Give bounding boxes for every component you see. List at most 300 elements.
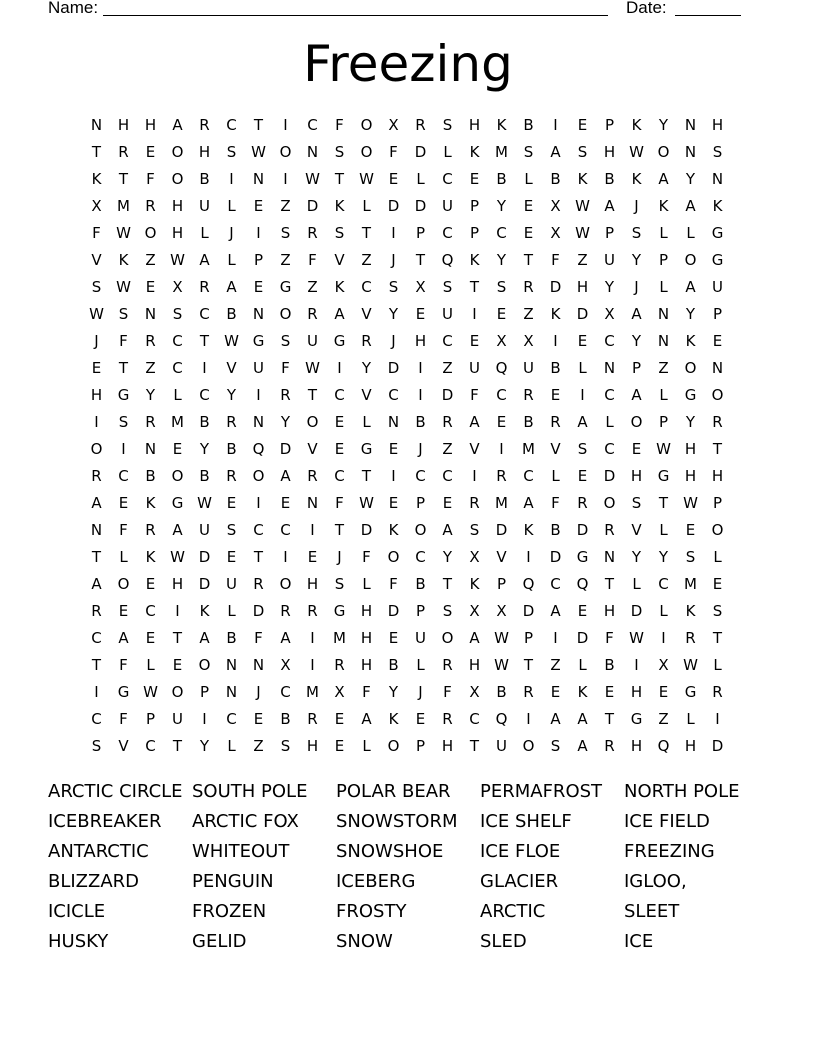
grid-letter: S bbox=[280, 223, 291, 242]
grid-letter: G bbox=[711, 223, 724, 242]
grid-letter: T bbox=[307, 385, 318, 404]
grid-letter: F bbox=[389, 574, 398, 593]
grid-letter: S bbox=[334, 223, 345, 242]
grid-letter: Z bbox=[577, 250, 588, 269]
grid-letter: E bbox=[658, 682, 669, 701]
grid-letter: C bbox=[172, 358, 183, 377]
grid-letter: E bbox=[631, 439, 642, 458]
grid-letter: L bbox=[227, 196, 236, 215]
grid-letter: S bbox=[712, 601, 723, 620]
grid-letter: L bbox=[227, 736, 236, 755]
grid-letter: K bbox=[145, 493, 156, 512]
grid-letter: S bbox=[523, 142, 534, 161]
grid-letter: S bbox=[280, 736, 291, 755]
grid-letter: C bbox=[550, 574, 561, 593]
grid-letter: E bbox=[334, 439, 345, 458]
grid-letter: A bbox=[280, 466, 291, 485]
grid-letter: I bbox=[580, 385, 585, 404]
grid-letter: T bbox=[523, 655, 534, 674]
word-list-item: PERMAFROST bbox=[480, 781, 603, 802]
grid-letter: O bbox=[387, 736, 400, 755]
grid-letter: T bbox=[172, 628, 183, 647]
grid-letter: I bbox=[553, 628, 558, 647]
grid-letter: H bbox=[684, 466, 697, 485]
grid-letter: K bbox=[496, 115, 507, 134]
grid-letter: T bbox=[469, 736, 480, 755]
grid-letter: G bbox=[333, 331, 346, 350]
grid-letter: C bbox=[91, 628, 102, 647]
grid-letter: U bbox=[199, 196, 210, 215]
grid-letter: V bbox=[307, 439, 318, 458]
grid-letter: U bbox=[523, 358, 534, 377]
grid-letter: W bbox=[251, 142, 266, 161]
grid-letter: L bbox=[416, 655, 425, 674]
grid-letter: J bbox=[391, 250, 396, 269]
grid-letter: S bbox=[226, 520, 237, 539]
grid-letter: C bbox=[604, 439, 615, 458]
grid-letter: B bbox=[496, 682, 507, 701]
grid-letter: E bbox=[280, 493, 291, 512]
grid-letter: C bbox=[226, 709, 237, 728]
word-list-item: SNOW bbox=[336, 931, 393, 952]
grid-letter: P bbox=[631, 358, 642, 377]
grid-letter: Z bbox=[658, 709, 669, 728]
grid-letter: M bbox=[333, 628, 346, 647]
grid-letter: B bbox=[550, 169, 561, 188]
grid-letter: G bbox=[360, 439, 373, 458]
grid-letter: I bbox=[472, 466, 477, 485]
grid-letter: A bbox=[199, 628, 210, 647]
grid-letter: I bbox=[526, 547, 531, 566]
grid-letter: A bbox=[658, 169, 669, 188]
grid-letter: K bbox=[631, 115, 642, 134]
grid-letter: A bbox=[550, 709, 561, 728]
grid-letter: P bbox=[415, 223, 426, 242]
grid-letter: A bbox=[550, 142, 561, 161]
grid-letter: E bbox=[226, 547, 237, 566]
grid-letter: I bbox=[472, 304, 477, 323]
grid-letter: H bbox=[630, 682, 643, 701]
grid-letter: N bbox=[657, 304, 670, 323]
grid-letter: C bbox=[469, 709, 480, 728]
grid-letter: X bbox=[415, 277, 426, 296]
grid-letter: I bbox=[310, 655, 315, 674]
word-list-item: ICE bbox=[624, 931, 654, 952]
grid-letter: K bbox=[658, 196, 669, 215]
grid-letter: P bbox=[469, 196, 480, 215]
grid-letter: O bbox=[360, 142, 373, 161]
grid-letter: T bbox=[253, 547, 264, 566]
grid-row bbox=[83, 219, 733, 246]
grid-letter: E bbox=[550, 682, 561, 701]
word-list-item: FROZEN bbox=[192, 901, 267, 922]
grid-letter: S bbox=[631, 493, 642, 512]
word-list-item: WHITEOUT bbox=[192, 841, 290, 862]
grid-letter: D bbox=[198, 547, 211, 566]
grid-letter: F bbox=[119, 709, 128, 728]
grid-letter: R bbox=[280, 385, 291, 404]
grid-letter: E bbox=[118, 601, 129, 620]
grid-letter: L bbox=[659, 520, 668, 539]
grid-row bbox=[83, 651, 733, 678]
grid-letter: R bbox=[226, 412, 237, 431]
grid-letter: G bbox=[252, 331, 265, 350]
grid-letter: I bbox=[202, 358, 207, 377]
grid-letter: E bbox=[388, 439, 399, 458]
grid-letter: W bbox=[683, 493, 698, 512]
grid-letter: X bbox=[388, 115, 399, 134]
grid-letter: L bbox=[362, 196, 371, 215]
grid-letter: H bbox=[630, 466, 643, 485]
grid-letter: I bbox=[661, 628, 666, 647]
grid-letter: C bbox=[91, 709, 102, 728]
grid-letter: J bbox=[337, 547, 342, 566]
grid-letter: N bbox=[603, 547, 616, 566]
grid-letter: I bbox=[256, 493, 261, 512]
grid-letter: R bbox=[523, 682, 534, 701]
grid-letter: R bbox=[226, 466, 237, 485]
grid-letter: R bbox=[523, 277, 534, 296]
grid-letter: K bbox=[91, 169, 102, 188]
grid-letter: D bbox=[576, 520, 589, 539]
grid-letter: O bbox=[198, 655, 211, 674]
grid-letter: E bbox=[496, 304, 507, 323]
grid-letter: Y bbox=[442, 547, 453, 566]
grid-letter: X bbox=[469, 601, 480, 620]
grid-letter: H bbox=[711, 466, 724, 485]
grid-row bbox=[83, 705, 733, 732]
grid-letter: E bbox=[523, 196, 534, 215]
grid-letter: N bbox=[711, 169, 724, 188]
grid-letter: E bbox=[577, 466, 588, 485]
grid-letter: G bbox=[684, 385, 697, 404]
grid-letter: K bbox=[145, 547, 156, 566]
grid-letter: D bbox=[387, 358, 400, 377]
grid-letter: C bbox=[442, 223, 453, 242]
grid-letter: T bbox=[199, 331, 210, 350]
grid-letter: R bbox=[442, 709, 453, 728]
grid-letter: O bbox=[603, 493, 616, 512]
grid-letter: J bbox=[418, 682, 423, 701]
grid-letter: T bbox=[604, 709, 615, 728]
grid-letter: K bbox=[523, 520, 534, 539]
grid-letter: G bbox=[333, 601, 346, 620]
grid-letter: H bbox=[468, 115, 481, 134]
grid-letter: T bbox=[91, 547, 102, 566]
grid-letter: P bbox=[469, 223, 480, 242]
grid-letter: S bbox=[442, 277, 453, 296]
grid-letter: Q bbox=[657, 736, 670, 755]
grid-letter: F bbox=[551, 493, 560, 512]
grid-row bbox=[83, 408, 733, 435]
grid-letter: T bbox=[361, 466, 372, 485]
grid-letter: Z bbox=[280, 250, 291, 269]
grid-letter: J bbox=[94, 331, 99, 350]
word-list-item: GELID bbox=[192, 931, 247, 952]
grid-letter: O bbox=[117, 574, 130, 593]
grid-letter: P bbox=[415, 493, 426, 512]
grid-letter: V bbox=[226, 358, 237, 377]
grid-letter: O bbox=[252, 466, 265, 485]
grid-letter: P bbox=[415, 736, 426, 755]
grid-letter: R bbox=[550, 412, 561, 431]
grid-letter: I bbox=[283, 547, 288, 566]
word-list-item: BLIZZARD bbox=[48, 871, 140, 892]
grid-letter: S bbox=[118, 412, 129, 431]
grid-letter: L bbox=[119, 547, 128, 566]
grid-row bbox=[83, 273, 733, 300]
grid-letter: S bbox=[550, 736, 561, 755]
grid-letter: E bbox=[604, 682, 615, 701]
grid-letter: P bbox=[712, 304, 723, 323]
grid-letter: Z bbox=[550, 655, 561, 674]
grid-letter: B bbox=[496, 169, 507, 188]
grid-letter: A bbox=[469, 628, 480, 647]
grid-letter: W bbox=[170, 250, 185, 269]
grid-letter: F bbox=[605, 628, 614, 647]
grid-letter: E bbox=[388, 628, 399, 647]
grid-letter: V bbox=[361, 304, 372, 323]
grid-letter: A bbox=[577, 412, 588, 431]
grid-letter: L bbox=[659, 277, 668, 296]
grid-letter: D bbox=[576, 628, 589, 647]
grid-letter: X bbox=[496, 331, 507, 350]
grid-letter: S bbox=[685, 547, 696, 566]
grid-letter: B bbox=[145, 466, 156, 485]
grid-letter: L bbox=[200, 223, 209, 242]
grid-letter: C bbox=[415, 547, 426, 566]
grid-letter: A bbox=[172, 115, 183, 134]
grid-letter: M bbox=[522, 439, 535, 458]
grid-letter: C bbox=[199, 304, 210, 323]
grid-letter: F bbox=[362, 547, 371, 566]
grid-letter: W bbox=[224, 331, 239, 350]
word-list-item: IGLOO, bbox=[624, 871, 687, 892]
grid-letter: R bbox=[307, 466, 318, 485]
grid-letter: R bbox=[334, 655, 345, 674]
grid-letter: O bbox=[711, 520, 724, 539]
grid-letter: Z bbox=[280, 196, 291, 215]
grid-letter: L bbox=[416, 169, 425, 188]
grid-letter: R bbox=[253, 574, 264, 593]
grid-row bbox=[83, 624, 733, 651]
grid-letter: C bbox=[415, 466, 426, 485]
grid-letter: Y bbox=[631, 547, 642, 566]
grid-letter: G bbox=[711, 250, 724, 269]
grid-letter: X bbox=[334, 682, 345, 701]
grid-letter: T bbox=[91, 142, 102, 161]
grid-letter: J bbox=[229, 223, 234, 242]
grid-letter: Y bbox=[685, 169, 696, 188]
grid-letter: S bbox=[442, 115, 453, 134]
grid-letter: I bbox=[391, 466, 396, 485]
word-list-item: ICEBERG bbox=[336, 871, 416, 892]
grid-letter: Q bbox=[495, 709, 508, 728]
grid-letter: S bbox=[118, 304, 129, 323]
grid-letter: A bbox=[604, 196, 615, 215]
grid-letter: E bbox=[253, 709, 264, 728]
grid-letter: E bbox=[577, 601, 588, 620]
grid-letter: A bbox=[550, 601, 561, 620]
grid-letter: H bbox=[90, 385, 103, 404]
grid-letter: R bbox=[145, 196, 156, 215]
grid-letter: L bbox=[578, 655, 587, 674]
grid-letter: E bbox=[334, 709, 345, 728]
grid-letter: D bbox=[441, 385, 454, 404]
grid-letter: L bbox=[713, 547, 722, 566]
grid-letter: X bbox=[658, 655, 669, 674]
grid-letter: C bbox=[118, 466, 129, 485]
grid-letter: U bbox=[442, 304, 453, 323]
grid-letter: B bbox=[604, 655, 615, 674]
grid-row bbox=[83, 111, 733, 138]
grid-letter: A bbox=[226, 277, 237, 296]
grid-letter: R bbox=[442, 655, 453, 674]
grid-letter: H bbox=[117, 115, 130, 134]
grid-letter: C bbox=[334, 466, 345, 485]
grid-letter: C bbox=[496, 385, 507, 404]
grid-letter: V bbox=[550, 439, 561, 458]
grid-letter: M bbox=[171, 412, 184, 431]
word-list-item: ARCTIC bbox=[480, 901, 546, 922]
grid-letter: U bbox=[199, 520, 210, 539]
grid-letter: C bbox=[361, 277, 372, 296]
word-list-item: ICE FIELD bbox=[624, 811, 710, 832]
grid-letter: O bbox=[630, 412, 643, 431]
grid-letter: C bbox=[523, 466, 534, 485]
grid-letter: B bbox=[523, 412, 534, 431]
grid-letter: F bbox=[119, 655, 128, 674]
grid-letter: E bbox=[145, 628, 156, 647]
grid-letter: S bbox=[496, 277, 507, 296]
grid-letter: D bbox=[549, 547, 562, 566]
grid-letter: R bbox=[199, 115, 210, 134]
grid-letter: Y bbox=[631, 250, 642, 269]
grid-letter: N bbox=[252, 655, 265, 674]
grid-letter: I bbox=[337, 358, 342, 377]
word-list-item: SOUTH POLE bbox=[192, 781, 308, 802]
grid-letter: E bbox=[469, 331, 480, 350]
grid-letter: E bbox=[469, 169, 480, 188]
grid-letter: O bbox=[414, 520, 427, 539]
word-list-item: SLED bbox=[480, 931, 527, 952]
grid-letter: E bbox=[253, 196, 264, 215]
word-list-item: SNOWSHOE bbox=[336, 841, 444, 862]
grid-letter: N bbox=[90, 520, 103, 539]
grid-letter: A bbox=[442, 520, 453, 539]
grid-letter: H bbox=[603, 142, 616, 161]
grid-letter: U bbox=[604, 250, 615, 269]
grid-letter: Y bbox=[685, 412, 696, 431]
grid-letter: P bbox=[145, 709, 156, 728]
grid-letter: E bbox=[577, 331, 588, 350]
grid-letter: P bbox=[658, 250, 669, 269]
grid-letter: L bbox=[551, 466, 560, 485]
grid-letter: R bbox=[469, 493, 480, 512]
grid-letter: R bbox=[307, 709, 318, 728]
grid-letter: E bbox=[577, 115, 588, 134]
word-list-item: HUSKY bbox=[48, 931, 109, 952]
grid-letter: A bbox=[631, 304, 642, 323]
grid-letter: R bbox=[145, 520, 156, 539]
grid-letter: Z bbox=[658, 358, 669, 377]
grid-letter: I bbox=[418, 385, 423, 404]
grid-letter: P bbox=[712, 493, 723, 512]
word-list-item: PENGUIN bbox=[192, 871, 274, 892]
grid-row bbox=[83, 246, 733, 273]
grid-letter: I bbox=[391, 223, 396, 242]
grid-letter: R bbox=[145, 331, 156, 350]
grid-letter: A bbox=[118, 628, 129, 647]
grid-letter: A bbox=[577, 736, 588, 755]
grid-letter: T bbox=[118, 358, 129, 377]
grid-letter: J bbox=[418, 439, 423, 458]
grid-letter: R bbox=[712, 412, 723, 431]
grid-row bbox=[83, 543, 733, 570]
grid-letter: O bbox=[441, 628, 454, 647]
grid-letter: C bbox=[442, 466, 453, 485]
grid-letter: N bbox=[684, 142, 697, 161]
grid-letter: I bbox=[310, 520, 315, 539]
word-list-item: ICE FLOE bbox=[480, 841, 561, 862]
grid-letter: E bbox=[307, 547, 318, 566]
grid-letter: C bbox=[388, 385, 399, 404]
grid-letter: J bbox=[634, 277, 639, 296]
grid-letter: D bbox=[576, 304, 589, 323]
grid-letter: R bbox=[604, 736, 615, 755]
grid-letter: X bbox=[523, 331, 534, 350]
grid-letter: H bbox=[171, 223, 184, 242]
word-list-item: POLAR BEAR bbox=[336, 781, 451, 802]
grid-row bbox=[83, 138, 733, 165]
grid-letter: Y bbox=[658, 115, 669, 134]
grid-letter: I bbox=[121, 439, 126, 458]
grid-letter: T bbox=[334, 520, 345, 539]
grid-letter: T bbox=[118, 169, 129, 188]
grid-letter: M bbox=[684, 574, 697, 593]
grid-letter: W bbox=[683, 655, 698, 674]
word-list-item: ARCTIC CIRCLE bbox=[48, 781, 183, 802]
grid-letter: P bbox=[199, 682, 210, 701]
grid-letter: H bbox=[360, 628, 373, 647]
grid-letter: X bbox=[496, 601, 507, 620]
grid-letter: Y bbox=[226, 385, 237, 404]
word-list-item: ICE SHELF bbox=[480, 811, 572, 832]
grid-letter: K bbox=[550, 304, 561, 323]
grid-letter: F bbox=[119, 331, 128, 350]
grid-row bbox=[83, 354, 733, 381]
grid-letter: A bbox=[631, 385, 642, 404]
grid-letter: H bbox=[360, 601, 373, 620]
grid-letter: E bbox=[91, 358, 102, 377]
grid-letter: H bbox=[684, 736, 697, 755]
grid-letter: F bbox=[119, 520, 128, 539]
grid-letter: C bbox=[442, 169, 453, 188]
grid-letter: Q bbox=[576, 574, 589, 593]
grid-letter: F bbox=[389, 142, 398, 161]
grid-letter: D bbox=[387, 196, 400, 215]
grid-letter: B bbox=[388, 655, 399, 674]
grid-letter: D bbox=[630, 601, 643, 620]
grid-letter: L bbox=[227, 601, 236, 620]
grid-letter: I bbox=[94, 682, 99, 701]
grid-letter: B bbox=[415, 574, 426, 593]
grid-letter: I bbox=[256, 385, 261, 404]
grid-letter: N bbox=[387, 412, 400, 431]
grid-letter: I bbox=[526, 709, 531, 728]
grid-letter: S bbox=[469, 520, 480, 539]
grid-letter: D bbox=[387, 601, 400, 620]
